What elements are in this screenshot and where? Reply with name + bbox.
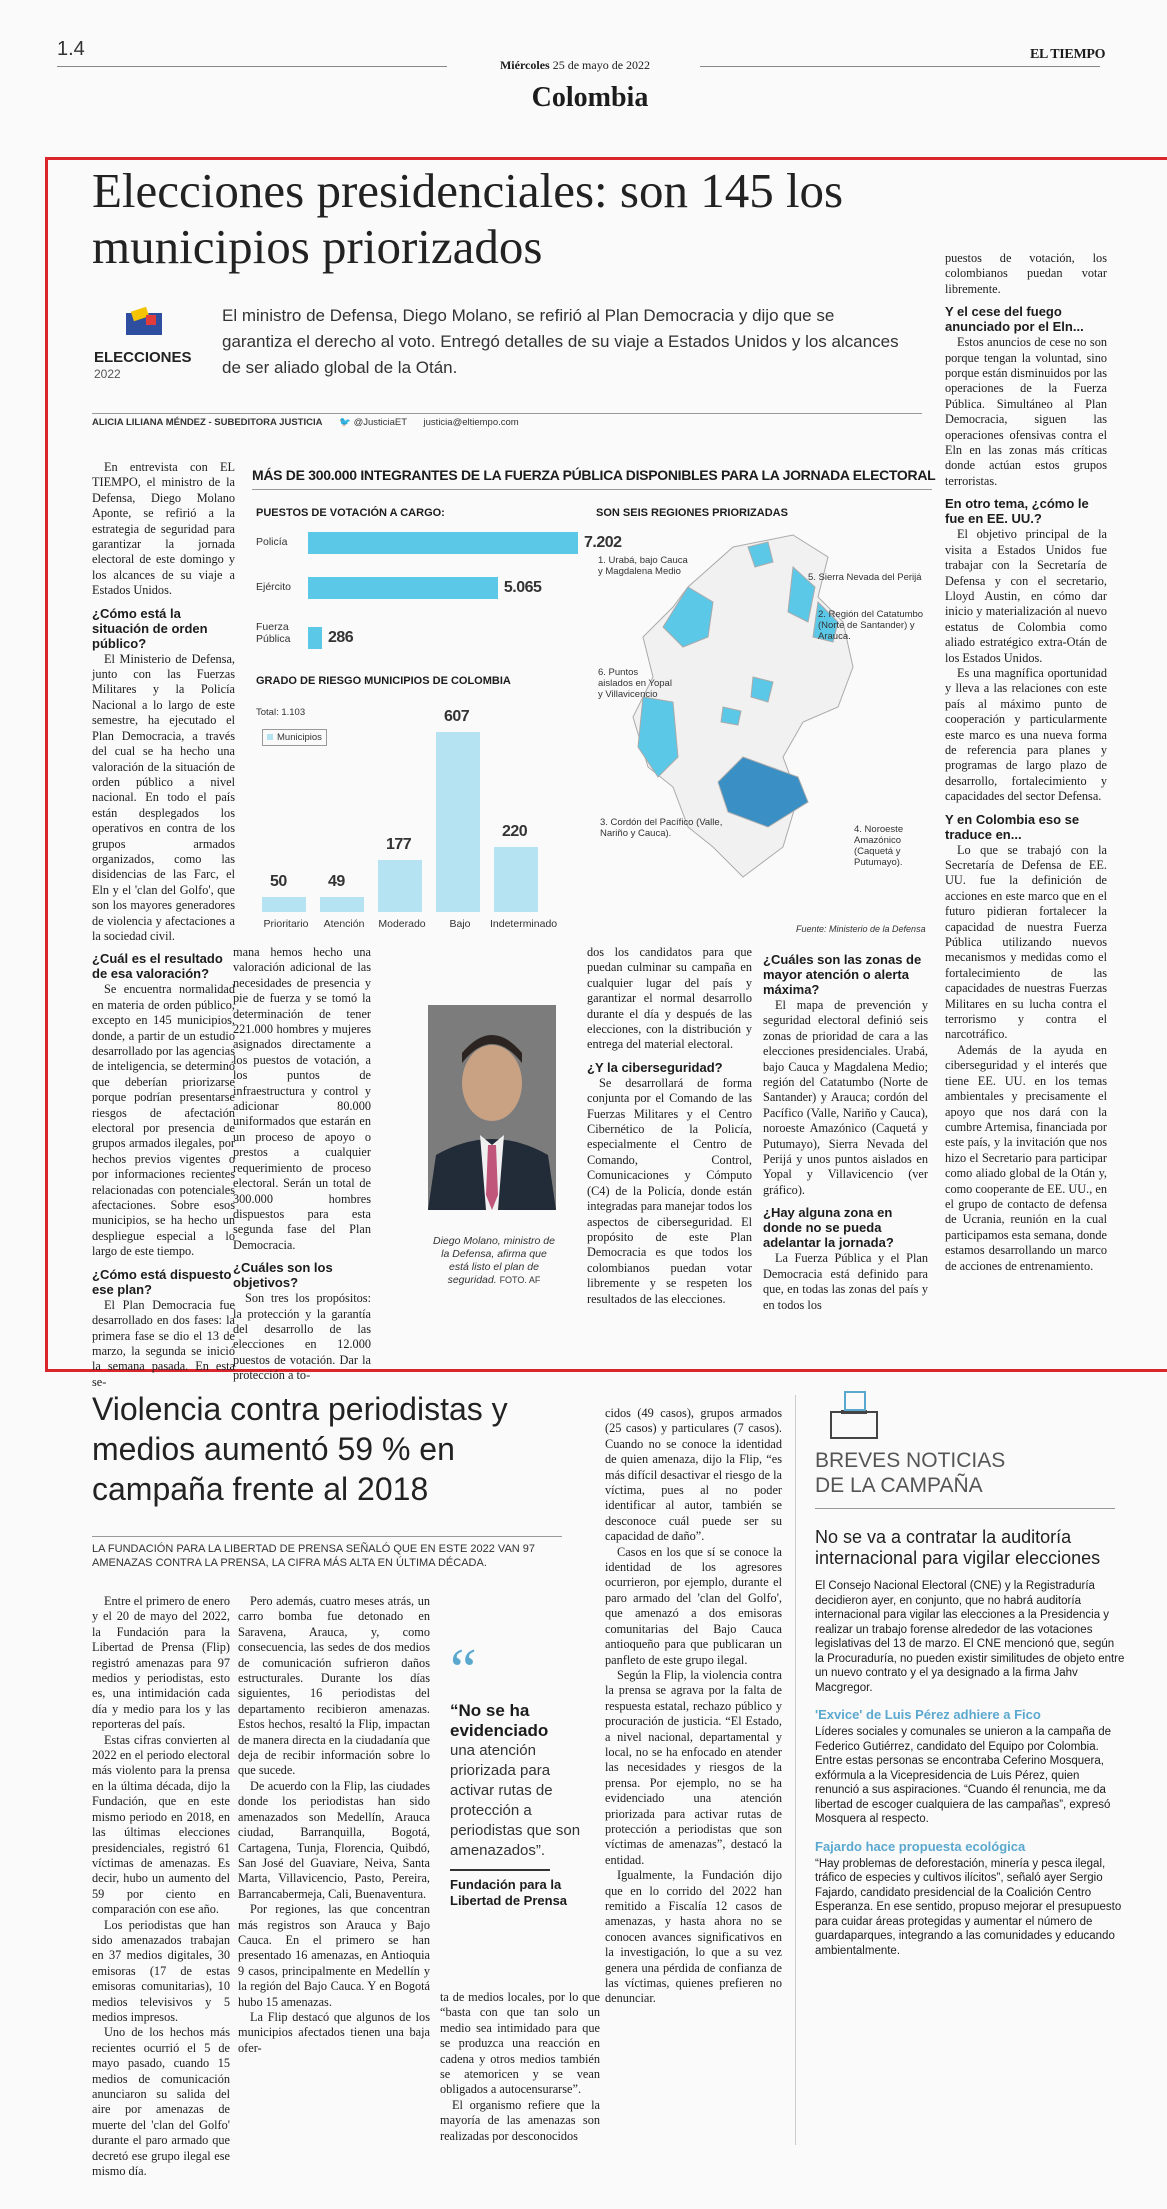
section-title: Colombia xyxy=(531,82,649,113)
region-3: 3. Cordón del Pacífico (Valle, Nariño y Cauca). xyxy=(600,817,723,839)
hbar xyxy=(308,577,498,599)
paragraph: Es una magnífica oportunidad y lleva a las relaciones con este país al máximo punto de cooperación y particularmente este marco es una nueva forma de referencia para planes y programas de largo plazo de desarrollo, fortalecimiento y capacidades del sector Defensa. xyxy=(945,665,1107,804)
vbar-label: Prioritario xyxy=(263,918,309,930)
paragraph: El Ministerio de Defensa, junto con las Fuerzas Militares y la Policía Nacional a lo largo de este semestre, ha ejecutado el Plan Democracia, a través del cual se ha hecho una valoración de la situación de orden público a nivel nacional. En todo el país están desplegados los operativos en contra de los grupos armados organizados, como las disidencias de las Farc, el Eln y el 'clan del Golfo', que son los mayores generadores de violencia y afectaciones a la sociedad civil. xyxy=(92,651,235,943)
region-6: 6. Puntos aislados en Yopal y Villavicencio xyxy=(598,667,672,700)
story2-headline: Violencia contra periodistas y medios aumentó 59 % en campaña frente al 2018 xyxy=(92,1391,508,1507)
story1-headline: Elecciones presidenciales: son 145 los municipios priorizados xyxy=(92,163,844,274)
vbar-label: Bajo xyxy=(449,918,471,930)
breves-lead-body: El Consejo Nacional Electoral (CNE) y la Registraduría decidieron ayer, en conjunto, que no habrá auditoría internacional para vigilar las elecciones a la Presidencia y realizar un trabajo forense alrededor de las votaciones legislativas del 13 de marzo. El CNE mencionó que, según la Procuraduría, no pueden existir similitudes de objeto entre un nuevo contrato y el ya designado a la firma Jahv Macgregor. xyxy=(815,1580,1125,1694)
logo-label: ELECCIONES xyxy=(94,349,192,366)
paragraph: El objetivo principal de la visita a Estados Unidos fue trabajar con la Secretaría de Defensa y con el secretario, Lloyd Austin, en cómo dar inicio y materialización al nuevo estatus de Colombia como aliado estratégico extra-Otán de los Estados Unidos. xyxy=(945,527,1107,665)
paragraph: En entrevista con EL TIEMPO, el ministro de la Defensa, Diego Molano Aponte, se refirió a la estrategia de seguridad para garantizar la jornada electoral de este domingo y los alcances de su viaje a Estados Unidos. xyxy=(92,460,235,598)
subhead: Y en Colombia eso se traduce en... xyxy=(945,811,1080,842)
story1-byline xyxy=(92,413,922,428)
map-title: SON SEIS REGIONES PRIORIZADAS xyxy=(596,507,788,519)
subhead: ¿Y la ciberseguridad? xyxy=(587,1059,723,1075)
hbar xyxy=(308,627,322,649)
bars-title: PUESTOS DE VOTACIÓN A CARGO: xyxy=(256,507,445,519)
paragraph: Se desarrollará de forma conjunta por el Comando de las Fuerzas Militares y el Centro Cibernético de la Policía, especialmente el Centro de Comando, Control, Comunicaciones y Cómputo (C4) de la Policía, donde están integradas para manejar todos los aspectos de ciberseguridad. El propósito de este Plan Democracia es que todos los colombianos puedan votar libremente y se respeten los resultados de las elecciones. xyxy=(587,1075,752,1306)
elections-logo xyxy=(92,307,197,387)
paragraph: Estas cifras convierten al 2022 en el periodo electoral más violento para la prensa en la última década, dijo la Fundación, que en este mismo periodo en 2018, en las últimas elecciones presidenciales, registró 61 víctimas de amenazas. Es decir, hubo un aumento del 59 por ciento en comparación con ese año. xyxy=(92,1732,230,1917)
breves-title-1: BREVES NOTICIAS xyxy=(815,1449,1006,1472)
region-5: 5. Sierra Nevada del Perijá xyxy=(808,572,922,583)
graphic-title-rule xyxy=(252,489,932,490)
paragraph: La Fuerza Pública y el Plan Democracia está definido para que, en todas las zonas del país y en todos los xyxy=(763,1251,928,1312)
quote-body: una atención priorizada para activar rutas de protección a periodistas que son amenazados”. xyxy=(450,1742,581,1859)
hbar-value: 5.065 xyxy=(503,579,542,596)
breves-title-rule xyxy=(815,1508,1115,1509)
story1-col5 xyxy=(945,251,1107,1274)
paragraph: Estos anuncios de cese no son porque tengan la voluntad, sino porque están disminuidos por las operaciones de la Fuerza Pública. Simultáneo al Plan Democracia, siguen las operaciones ofensivas contra el Eln en las zonas más críticas donde actúan estos grupos terroristas. xyxy=(945,335,1107,488)
paragraph: Igualmente, la Fundación dijo que en lo corrido del 2022 han remitido a Fiscalía 12 casos de amenazas, y hasta ahora no se conocen avances significativos en la investigación, lo que a su vez genera una pérdida de confianza de las víctimas, quienes prefieren no denunciar. xyxy=(605,1868,782,2006)
graphic-source: Fuente: Ministerio de la Defensa xyxy=(796,924,926,934)
breves-lead-headline: No se va a contratar la auditoría internacional para vigilar elecciones xyxy=(815,1527,1101,1568)
paragraph: Lo que se trabajó con la Secretaría de Defensa de EE. UU. fue la definición de acciones en este marco que en el futuro pidieran fortalecer la capacidad de nuestra Fuerza Pública utilizando nuevos mecanismos y medidas como el fortalecimiento de las capacidades de nuestras Fuerzas Militares en su lucha contra el terrorismo y contra el narcotráfico. xyxy=(945,842,1107,1042)
paragraph: Entre el primero de enero y el 20 de mayo del 2022, la Fundación para la Libertad de Prensa (Flip) registró amenazas para 97 medios y periodistas, esto es, una intimidación cada día y medio para los y las reporteras del país. xyxy=(92,1594,230,1732)
risk-legend-label: Municipios xyxy=(277,732,322,743)
vbar xyxy=(378,860,422,912)
hbar-label: Ejército xyxy=(256,581,292,593)
infographic xyxy=(248,467,938,937)
photo-diego-molano xyxy=(428,1005,556,1210)
pull-quote xyxy=(450,1637,585,1909)
photo-credit: FOTO. AF xyxy=(499,1275,541,1285)
paragraph: Son tres los propósitos: la protección y la garantía del desarrollo de las elecciones en 12.000 puestos de votación. Dar la protección a to- xyxy=(233,1291,371,1383)
breves-section xyxy=(815,1390,1125,1958)
region-4: 4. Noroeste Amazónico (Caquetá y Putumayo). xyxy=(854,824,904,868)
vbar xyxy=(320,897,364,912)
subhead: ¿Hay alguna zona en donde no se pueda adelantar la jornada? xyxy=(763,1205,894,1251)
story1-col4 xyxy=(763,945,928,1313)
paragraph: La Flip destacó que algunos de los municipios afectados tienen una baja ofer- xyxy=(238,2009,430,2055)
risk-title: GRADO DE RIESGO MUNICIPIOS DE COLOMBIA xyxy=(256,675,511,687)
paragraph: El organismo refiere que la mayoría de las amenazas son realizadas por desconocidos xyxy=(440,2097,600,2143)
byline-email[interactable]: justicia@eltiempo.com xyxy=(423,417,519,428)
date-rest: 25 de mayo de 2022 xyxy=(552,58,651,72)
story1-lead: El ministro de Defensa, Diego Molano, se refirió al Plan Democracia y dijo que se garantiza el derecho al voto. Entregó detalles de su viaje a Estados Unidos y los alcances de ser aliado global de la Otán. xyxy=(222,306,899,377)
story2-col3 xyxy=(440,1990,600,2144)
page-date xyxy=(470,58,680,73)
photo-caption xyxy=(430,1235,558,1287)
paragraph: cidos (49 casos), grupos armados (25 casos) y particulares (7 casos). Cuando no se conoce la identidad de quien amenaza, dijo la Flip, “es más difícil desactivar el riesgo de la víctima, pues al no poder identificar al autor, también se desconoce cuál puede ser su capacidad de daño”. xyxy=(605,1406,782,1544)
paragraph: El mapa de prevención y seguridad electoral definió seis zonas de prioridad de cara a las elecciones presidenciales. Urabá, bajo Cauca y Magdalena Medio; región del Catatumbo (Norte de Santander) y Arauca; cordón del Pacífico (Valle, Nariño y Cauca), noroeste Amazónico (Caquetá y Putumayo), Sierra Nevada del Perijá y unos puntos aislados en Yopal y Villavicencio (ver gráfico). xyxy=(763,998,928,1197)
vbar-value: 49 xyxy=(328,873,345,891)
breves-column-rule xyxy=(795,1395,796,2145)
twitter-icon: 🐦 xyxy=(339,417,351,428)
subhead: En otro tema, ¿cómo le fue en EE. UU.? xyxy=(945,496,1089,527)
subhead: ¿Cuáles son los objetivos? xyxy=(233,1260,333,1291)
paragraph: Se encuentra normalidad en materia de orden público, excepto en 145 municipios, donde, a partir de un estudio desarrollado por las agencias de inteligencia, se determinó que deberían priorizarse porque podrían presentarse riesgos de afectación electoral por presencia de grupos armados ilegales, por hechos previos vigentes o por informaciones recientes relacionadas con potenciales afectaciones. Sobre esos municipios, se ha hecho un despliegue especial a lo largo de este tiempo. xyxy=(92,982,235,1259)
top-rule-right xyxy=(700,66,1100,67)
region-2: 2. Región del Catatumbo (Norte de Santander) y Arauca. xyxy=(818,609,924,642)
vbar xyxy=(262,897,306,912)
graphic-title: MÁS DE 300.000 INTEGRANTES DE LA FUERZA PÚBLICA DISPONIBLES PARA LA JORNADA ELECTORAL xyxy=(252,467,936,483)
page-number: 1.4 xyxy=(57,38,85,60)
vbar-value: 177 xyxy=(386,835,412,853)
subhead: ¿Cuál es el resultado de esa valoración? xyxy=(92,951,223,982)
paragraph: Pero además, cuatro meses atrás, un carro bomba fue detonado en Saravena, Arauca, y, como consecuencia, las sedes de dos medios de comunicación sufrieron daños estructurales. Durante los días siguientes, 16 periodistas del departamento recibieron amenazas. Estos hechos, resaltó la Flip, impactan de manera directa en la ciudadanía que deja de recibir información sobre lo que sucede. xyxy=(238,1594,430,1778)
risk-legend xyxy=(262,729,327,746)
quote-mark-icon: “ xyxy=(450,1637,477,1703)
vbar xyxy=(494,847,538,912)
risk-legend-swatch xyxy=(267,734,273,740)
paragraph: dos los candidatos para que puedan culminar su campaña en cualquier lugar del país y garantizar el normal desarrollo durante el día y después de las elecciones, con la distribución y entrega del material electoral. xyxy=(587,945,752,1052)
vbar-label: Moderado xyxy=(378,918,426,930)
ballot-icon xyxy=(827,1390,881,1440)
paragraph: ta de medios locales, por lo que “basta con que tan solo un medio sea intimidado para que se produzca una reacción en cadena y otros medios también se atemoricen y se vean obligados a autocensurarse”. xyxy=(440,1990,600,2097)
story2-col4 xyxy=(605,1406,782,2007)
breves-item-2-body: Líderes sociales y comunales se unieron a la campaña de Federico Gutiérrez, candidato del Equipo por Colombia. Entre estas personas se encontraba Ceferino Mosquera, exfórmula a la Vicepresidencia de Luis Pérez, quien renunció a sus aspiraciones. “Cuando él renuncia, me da libertad de escoger cualquiera de las campañas”, expresó Mosquera al respecto. xyxy=(815,1726,1111,1825)
hbar-label: Fuerza Pública xyxy=(256,621,291,645)
breves-title-2: DE LA CAMPAÑA xyxy=(815,1474,983,1497)
quote-head: “No se ha evidenciado xyxy=(450,1701,549,1740)
story2-col2 xyxy=(238,1594,430,2056)
paragraph: Los periodistas que han sido amenazados trabajan en 37 medios digitales, 30 emisoras (17 de estas emisoras comunitarias), 10 medios televisivos y 5 medios impresos. xyxy=(92,1917,230,2024)
logo-year: 2022 xyxy=(94,367,121,381)
newspaper-name: EL TIEMPO xyxy=(1030,47,1106,62)
hbar-label: Policía xyxy=(256,536,288,548)
photo-caption-text: Diego Molano, ministro de la Defensa, afirma que está listo el plan de seguridad. xyxy=(433,1235,555,1286)
breves-item-3-title: Fajardo hace propuesta ecológica xyxy=(815,1838,1026,1854)
vbar xyxy=(436,732,480,912)
paragraph: Uno de los hechos más recientes ocurrió el 5 de mayo pasado, cuando 15 medios de comunicación anunciaron su salida del aire por amenazas de muerte del 'clan del Golfo' durante el paro armado que decretó ese grupo ilegal ese mismo día. xyxy=(92,2025,230,2179)
subhead: ¿Cómo está dispuesto ese plan? xyxy=(92,1266,232,1297)
vbar-value: 50 xyxy=(270,873,287,891)
hbar-value: 286 xyxy=(328,629,354,646)
breves-item-2-title: 'Exvice' de Luis Pérez adhiere a Fico xyxy=(815,1707,1041,1722)
story1-col2 xyxy=(233,945,371,1384)
region-1: 1. Urabá, bajo Cauca y Magdalena Medio xyxy=(598,555,688,577)
ballot-box-icon xyxy=(124,307,164,337)
breves-item-3-body: “Hay problemas de deforestación, minería y pesca ilegal, tráfico de especies y cultivos ilícitos”, señaló ayer Sergio Fajardo, candidato presidencial de la Coalición Centro Esperanza. En ese sentido, propuso mejorar el presupuesto para cuidar áreas protegidas y aumentar el número de guardaparques, integrando a las comunidades y educando ambientalmente. xyxy=(815,1857,1122,1957)
date-day: Miércoles xyxy=(499,58,550,72)
subhead: ¿Cómo está la situación de orden público? xyxy=(92,605,208,651)
vbar-label: Atención xyxy=(323,918,365,930)
paragraph: Casos en los que sí se conoce la identidad de los agresores ocurrieron, por ejemplo, durante el paro armado del 'clan del Golfo', que amenazó a dos emisoras comunitarias del Bajo Cauca antioqueño para que publicaran un panfleto de este grupo ilegal. xyxy=(605,1544,782,1667)
paragraph: mana hemos hecho una valoración adicional de las necesidades de presencia y pie de fuerza y se tomó la determinación de tener 221.000 hombres y mujeres asignados directamente a los puestos de votación, a los puntos de infraestructura y control y adicionar 80.000 uniformados que estarán en un proceso de apoyo o prestos a cualquier requerimiento de proceso electoral. Serán un total de 300.000 hombres dispuestos para esta segunda fase del Plan Democracia. xyxy=(233,945,371,1252)
subhead: ¿Cuáles son las zonas de mayor atención o alerta máxima? xyxy=(763,952,922,997)
quote-rule xyxy=(450,1869,550,1871)
story1-col1 xyxy=(92,460,235,1390)
risk-total: Total: 1.103 xyxy=(256,707,306,718)
byline-twitter[interactable]: @JusticiaET xyxy=(353,417,407,428)
top-rule-left xyxy=(57,66,447,67)
paragraph: Según la Flip, la violencia contra la prensa se agrava por la falta de respuesta estatal, rechazo público y procuración de justicia. “El Estado, a nivel nacional, departamental y local, no se ha enfocado en atender las necesidades y riesgos de la prensa. Por ejemplo, no se ha evidenciado una atención priorizada para activar rutas de protección a periodistas que son víctimas de amenazas”, destacó la entidad. xyxy=(605,1667,782,1867)
story2-col1 xyxy=(92,1594,230,2179)
hbar-value: 7.202 xyxy=(584,534,622,551)
story2-lead: LA FUNDACIÓN PARA LA LIBERTAD DE PRENSA SEÑALÓ QUE EN ESTE 2022 VAN 97 AMENAZAS CONTRA LA PRENSA, LA CIFRA MÁS ALTA EN ÚLTIMA DÉCADA. xyxy=(92,1536,562,1570)
subhead: Y el cese del fuego anunciado por el Eln... xyxy=(945,304,1084,335)
paragraph: Además de la ayuda en ciberseguridad y el interés que tiene EE. UU. en los temas ambientales y precisamente el apoyo que nos dará con la cumbre Artemisa, financiada por este país, y la invitación que nos hizo el Secretario para participar como aliado global de la Otán y, como cooperante de EE. UU., en el grupo de contacto de defensa de Ucrania, reunión en la cual participamos esta semana, donde estamos desarrollando un marco de acciones de entrenamiento. xyxy=(945,1042,1107,1273)
paragraph: puestos de votación, los colombianos puedan votar libremente. xyxy=(945,251,1107,296)
vbar-value: 607 xyxy=(444,708,470,725)
story1-col3 xyxy=(587,945,752,1307)
paragraph: El Plan Democracia fue desarrollado en dos fases: la primera fase se dio el 13 de marzo, la segunda se inició la semana pasada. En esta se- xyxy=(92,1297,235,1389)
vbar-value: 220 xyxy=(502,822,528,840)
vbar-label: Indeterminado xyxy=(490,918,558,930)
quote-source: Fundación para la Libertad de Prensa xyxy=(450,1877,568,1908)
byline-author: ALICIA LILIANA MÉNDEZ - SUBEDITORA JUSTICIA xyxy=(92,417,323,428)
hbar xyxy=(308,532,578,554)
paragraph: De acuerdo con la Flip, las ciudades donde los periodistas han sido amenazados son Medellín, Arauca ciudad, Barranquilla, Bogotá, Cartagena, Tunja, Florencia, Quibdó, San José del Guaviare, Neiva, Santa Marta, Villavicencio, Pasto, Pereira, Barrancabermeja, Cali, Buenaventura. xyxy=(238,1778,430,1901)
paragraph: Por regiones, las que concentran más registros son Arauca y Bajo Cauca. En el primero se han presentado 16 amenazas, en Antioquia 9 casos, principalmente en Medellín y la región del Bajo Cauca. Y en Bogotá hubo 15 amenazas. xyxy=(238,1902,430,2009)
